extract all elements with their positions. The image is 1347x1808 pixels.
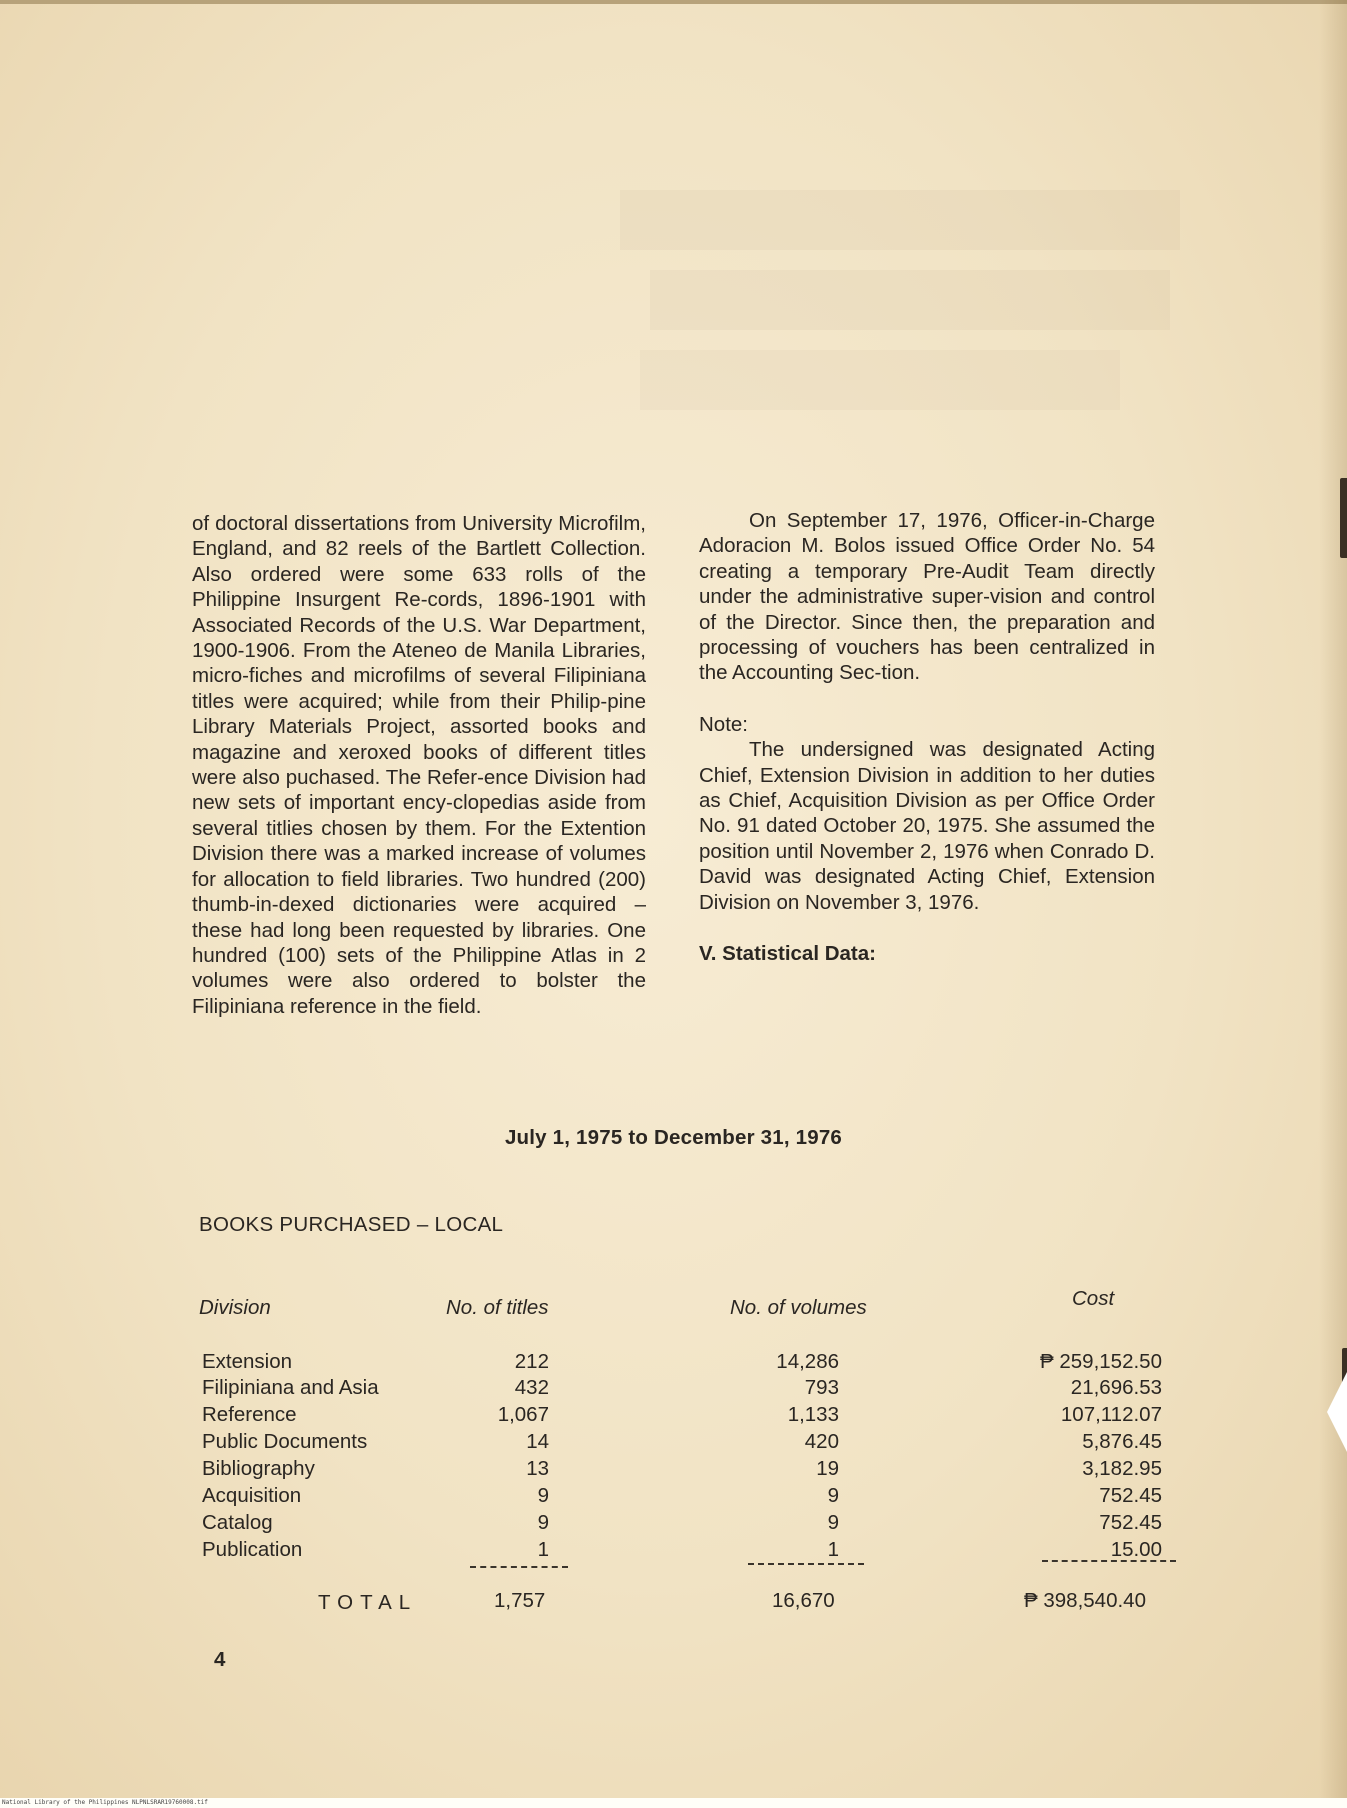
right-text-column: [699, 508, 1155, 967]
cell-volumes: 9: [827, 1484, 839, 1507]
cell-division: Bibliography: [202, 1457, 315, 1480]
cell-cost: 752.45: [1099, 1511, 1162, 1534]
cell-titles: 13: [526, 1457, 549, 1480]
table-title: BOOKS PURCHASED – LOCAL: [199, 1213, 504, 1236]
total-titles: 1,757: [494, 1589, 546, 1612]
cell-division: Catalog: [202, 1511, 273, 1534]
cell-titles: 212: [514, 1350, 549, 1373]
left-text-column: [192, 511, 646, 1019]
cell-titles: 14: [526, 1430, 549, 1453]
cell-volumes: 793: [804, 1376, 839, 1399]
scan-footer: National Library of the Philippines NLPNLSRAR19760008.tif: [2, 1799, 208, 1806]
cell-volumes: 14,286: [776, 1350, 839, 1373]
cell-division: Publication: [202, 1538, 303, 1561]
sum-rule: [748, 1563, 864, 1565]
cell-division: Extension: [202, 1350, 293, 1373]
page-number: 4: [214, 1648, 226, 1671]
sum-rule: [470, 1566, 568, 1568]
cell-cost: 15.00: [1110, 1538, 1162, 1561]
total-volumes: 16,670: [772, 1589, 835, 1612]
note-label: Note:: [699, 712, 748, 736]
cell-titles: 1,067: [497, 1403, 549, 1426]
header-titles: No. of titles: [446, 1296, 549, 1319]
left-paragraph: of doctoral dissertations from University Microfilm, England, and 82 reels of the Bartlett Collection. Also ordered were some 633 rolls of the Philippine Insurgent Re-cords, 1896-1901 with Associated Records of the U.S. War Department, 1900-1906. From the Ateneo de Manila Libraries, micro-fiches and microfilms of several Filipiniana titles were acquired; while from their Philip-pine Library Materials Project, assorted books and magazine and xeroxed books of different titles were also puchased. The Refer-ence Division had new sets of important ency-clopedias aside from several titlies chosen by them. For the Extention Division there was a marked increase of volumes for allocation to field libraries. Two hundred (200) thumb-in-dexed dictionaries were acquired – these had long been requested by libraries. One hundred (100) sets of the Philippine Atlas in 2 volumes were also ordered to bolster the Filipiniana reference in the field.: [192, 512, 646, 1018]
table-row: [0, 1511, 1347, 1538]
cell-division: Acquisition: [202, 1484, 302, 1507]
section-heading: V. Statistical Data:: [699, 942, 876, 966]
sum-rule: [1042, 1560, 1176, 1562]
note-paragraph: The undersigned was designated Acting Chief, Extension Division in addition to her duties as Chief, Acquisition Division as per Office Order No. 91 dated October 20, 1975. She assumed the position until November 2, 1976 when Conrado D. David was designated Acting Chief, Extension Division on November 3, 1976.: [699, 738, 1155, 914]
total-cost: ₱ 398,540.40: [1024, 1589, 1146, 1612]
cell-cost: 107,112.07: [1060, 1403, 1162, 1426]
header-division: Division: [199, 1296, 271, 1319]
header-volumes: No. of volumes: [730, 1296, 867, 1319]
table-row: [0, 1457, 1347, 1484]
cell-titles: 9: [537, 1484, 549, 1507]
cell-division: Public Documents: [202, 1430, 368, 1453]
total-label: TOTAL: [318, 1591, 418, 1614]
header-cost: Cost: [1072, 1287, 1115, 1310]
table-row: [0, 1403, 1347, 1430]
table-row: [0, 1376, 1347, 1403]
cell-volumes: 1: [827, 1538, 839, 1561]
pre-audit-paragraph: On September 17, 1976, Officer-in-Charge Adoracion M. Bolos issued Office Order No. 54 creating a temporary Pre-Audit Team directly under the administrative super-vision and control of the Director. Since then, the preparation and processing of vouchers has been centralized in the Accounting Sec-tion.: [699, 509, 1155, 685]
cell-cost: 3,182.95: [1082, 1457, 1162, 1480]
cell-cost: 5,876.45: [1082, 1430, 1162, 1453]
cell-titles: 1: [537, 1538, 549, 1561]
cell-volumes: 19: [816, 1457, 839, 1480]
cell-cost: ₱ 259,152.50: [1040, 1350, 1162, 1373]
cell-titles: 9: [537, 1511, 549, 1534]
cell-cost: 21,696.53: [1070, 1376, 1162, 1399]
period-heading: July 1, 1975 to December 31, 1976: [504, 1126, 843, 1149]
cell-titles: 432: [514, 1376, 549, 1399]
cell-division: Filipiniana and Asia: [202, 1376, 379, 1399]
cell-cost: 752.45: [1099, 1484, 1162, 1507]
cell-volumes: 1,133: [787, 1403, 839, 1426]
cell-division: Reference: [202, 1403, 297, 1426]
table-row: [0, 1430, 1347, 1457]
top-edge: [0, 0, 1347, 4]
cell-volumes: 9: [827, 1511, 839, 1534]
table-row: [0, 1350, 1347, 1377]
cell-volumes: 420: [804, 1430, 839, 1453]
table-row: [0, 1484, 1347, 1511]
